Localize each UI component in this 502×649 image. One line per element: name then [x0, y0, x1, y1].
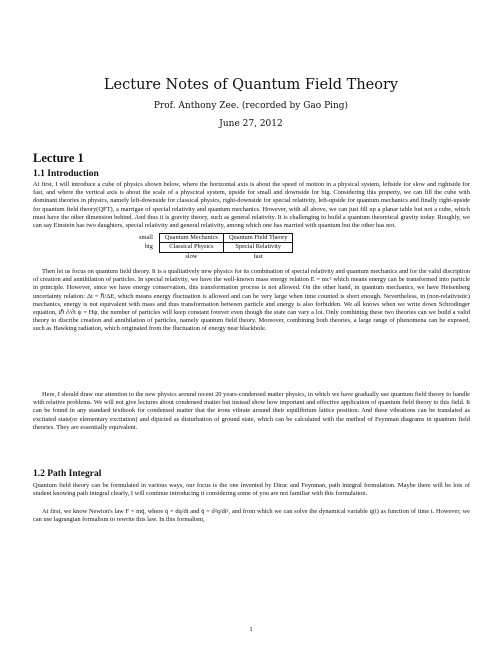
cell-quantum-field-theory: Quantum Field Theory [223, 234, 292, 243]
path-paragraph-1: Quantum field theory can be formulated in various ways, our focus is the one invented by Dirac and Feynman, path integral formulation. Maybe there will be lots of student knowing path integral clearly, I will continue introducing it considering some of you are not familiar with this formulation. [33, 482, 470, 498]
cell-classical-physics: Classical Physics [159, 243, 223, 252]
column-label-slow: slow [185, 252, 198, 260]
row-label-big: big [144, 243, 153, 251]
intro-paragraph-2: Then let us focus on quantum field theory. It is a qualitatively new physics for its combination of special relativity and quantum mechanics and for the valid discription of creation and annihilation of particles. In special relativity, we have the well-known mass energy relation E = mc² which means energy can be transformed into particle in principle. However, since we have energy conservation, this transformation process is not allowed. On the other hand, in quantum mechanics, we have Heisenberg uncertainty relation: Δt = ℏ/ΔE, which means energy fluctuation is allowed and can be very large when time counted is short enough. Nevertheless, in (non-relativistic) mechanics, energy is not equivalent with mass and thus transformation between particle and energy is also forbidden. We all knows when we write down Schrodinger equation, iℏ ∂/∂t ψ = Hψ, the number of particles will keep constant forever even though the state can vary a lot. Only combining these two theories can we build a valid theory to discribe creation and annihilation of particles, namely quantum field theory. Moreover, combining both theories, a large range of phenomena can be exposed, such as Hawking radiation, which originated from the fluctuation of energy near blackhole. [33, 268, 470, 333]
column-label-fast: fast [253, 252, 263, 260]
document-title: Lecture Notes of Quantum Field Theory [103, 77, 399, 93]
section-heading-introduction: 1.1 Introduction [33, 169, 99, 179]
lecture-heading: Lecture 1 [33, 151, 84, 165]
row-label-small: small [139, 234, 153, 241]
intro-paragraph-1: At first, I will introduce a cube of physics shown below, where the horizontal axis is about the speed of motion in a physical system, leftside for slow and rightside for fast, and where the vertical axis is about the scale of a physcical system, upside for small and downside for big. Considering this property, we can fill the cube with dominant theories in physics, namely left-downside for classical physics, right-downside for special relativity, left-upside for quantum mechanics and finally right-upside for quantum field theory(QFT), a marrigae of special relativity and quantum mechanics. However, with all above, we can just fill up a planar table but not a cube, which must have the other dimension behind. And thus it is gravity theory, such as general relativity. It is challenging to build a quantum theoretical gravity today. Roughly, we can say Einstein has two daughters, special relativity and general relativity, among which one has married with quantum but the other has not. [33, 181, 470, 230]
physics-cube-table [134, 233, 293, 261]
author-line: Prof. Anthony Zee. (recorded by Gao Ping) [153, 101, 349, 111]
section-heading-path-integral: 1.2 Path Integral [33, 469, 102, 479]
date-line: June 27, 2012 [219, 119, 283, 129]
intro-paragraph-3: Here, I should draw our attention to the new physics around recent 20 years-condensed matter physics, in which we have gradually use quantum field theory to handle with relative problems. We will not give lectures about condensed matter but instead show how important and effective application of quantum field theory to this field. It can be found in any standard textbook for condensed matter that the irons vibrate around their equilibrium lattice position. And these vibrations can be translated as excitated state(or elementary excitation) and dipicted as disturbation of ground state, which can be calculated with the method of Feynman diagrams in quantum field theories. They are essentially equivalent. [33, 391, 470, 431]
path-paragraph-2: At first, we know Newton's law F = mq̈, where q̇ = dq/dt and q̈ = d²q/dt², and from which we can solve the dynamical variable q(t) as function of time t. However, we can use lagrangian formalism to rewrite this law. In this formalism, [33, 508, 470, 524]
cell-special-relativity: Special Relativity [223, 243, 292, 252]
cell-quantum-mechanics: Quantum Mechanics [159, 234, 223, 243]
page-number: 1 [249, 626, 253, 633]
